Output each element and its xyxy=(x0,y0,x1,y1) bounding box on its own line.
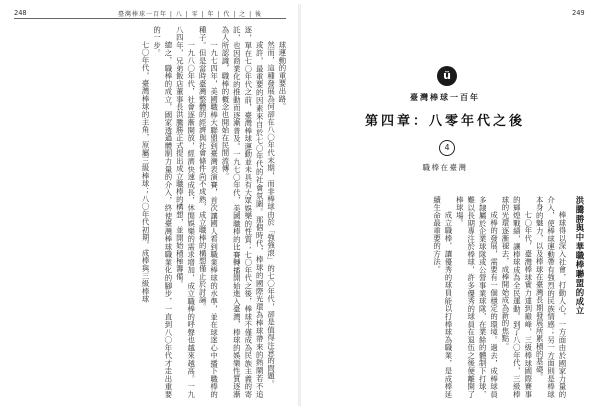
left-paragraph: 球運動的重要出路。 xyxy=(278,40,287,111)
section-label: 職棒在臺灣 xyxy=(422,163,468,172)
chapter-title: 第四章：八零年代之後 xyxy=(364,114,525,129)
left-page-number: 248 xyxy=(14,9,27,17)
left-header-rule xyxy=(14,18,286,19)
left-paragraph: 總之，職棒的成立，國家透過體制力量的介入，終使臺灣棒球職業化的腳步，一直到八〇年代才走出重要的一步。 xyxy=(152,26,173,398)
right-page-number: 249 xyxy=(572,9,585,17)
right-paragraph: 七〇年代，臺灣棒球實力達到巔峰，三級棒球國際賽事的輝煌戰績，讓棒球成為全民運動。到了八〇年代，三級棒球的光環逐漸褪去，成棒開始成為新的焦點。 xyxy=(500,196,533,398)
chapter-opener xyxy=(306,62,584,172)
left-running-header: 臺灣棒球一百年 | 八 | 零 | 年 | 代 | 之 | 後 xyxy=(118,11,263,18)
right-body-text xyxy=(312,196,568,398)
right-paragraph: 成立職棒，讓優秀的球員能以打棒球為職業，是成棒延續生命最重要的方法。 xyxy=(432,196,453,398)
left-paragraph: 一九七四年，美國職棒大聯盟到臺灣表演賽，首次讓國人看到職業棒球的水準，並在球迷心中播下職棒的種子。但是當時臺灣整體的經濟與社會條件尚不成熟，成立職棒的構想僅止於討論。 xyxy=(198,26,219,398)
series-title: 臺灣棒球一百年 xyxy=(410,93,480,102)
left-body-text xyxy=(16,26,288,398)
right-paragraph: 棒球得以深入社會，打動人心，一方面由於國家力量的介入，使棒球運動帶有強烈的民族情感；另一方面則是棒球本身的魅力，以及棒球在臺灣長期發展所累積的基礎。 xyxy=(535,196,567,398)
section-heading: 洪騰勝與中華職棒聯盟的成立 xyxy=(575,196,585,316)
left-paragraph: 或許，最重要的因素來自於七〇年代的社會氛圍。那個時代，棒球的國際光環為棒球帶來的熱鬧若不追逐，單在七〇年代之前，臺灣棒球運動並未具有大眾娛樂的性質；七〇年代之後，棒球不僅成為民族主義的寄託，也因商業化的推動而逐漸普及。一九七〇年代，美國職棒的比賽轉播開始進入臺灣，棒球的娛樂性質逐漸為人所認識，職棒的概念也開始在民間流傳。 xyxy=(220,26,265,398)
left-paragraph: 然而，這種發展為何卻在八〇年代末期，而非棒球由於「強強滾」的七〇年代，卻是值得注意的問題。 xyxy=(266,40,276,388)
left-paragraph: 七〇年代，臺灣棒球的主角，原屬三級棒球；八〇年代初期，成棒與三級棒球 xyxy=(141,40,151,303)
book-gutter xyxy=(298,4,301,406)
left-paragraph: 一九八〇年代，社會逐漸開放，經濟快速成長，休閒娛樂的需求增加，成立職棒的呼聲也越來越高。一九八四年，兄弟飯店董事長洪騰勝正式提出成立職棒的構想，並開始積極籌備。 xyxy=(175,26,196,398)
right-paragraph: 成棒的發展，需要有一個穩定的環境。過去，成棒球員多隸屬於企業球隊或公營事業球隊，在業餘的體制下打球，難以長期專注於棒球，許多優秀的球員在退伍之後便離開了棒球場。 xyxy=(455,196,499,398)
baseball-emblem-icon: ü xyxy=(437,66,457,86)
section-number-badge: 4 xyxy=(439,140,455,156)
